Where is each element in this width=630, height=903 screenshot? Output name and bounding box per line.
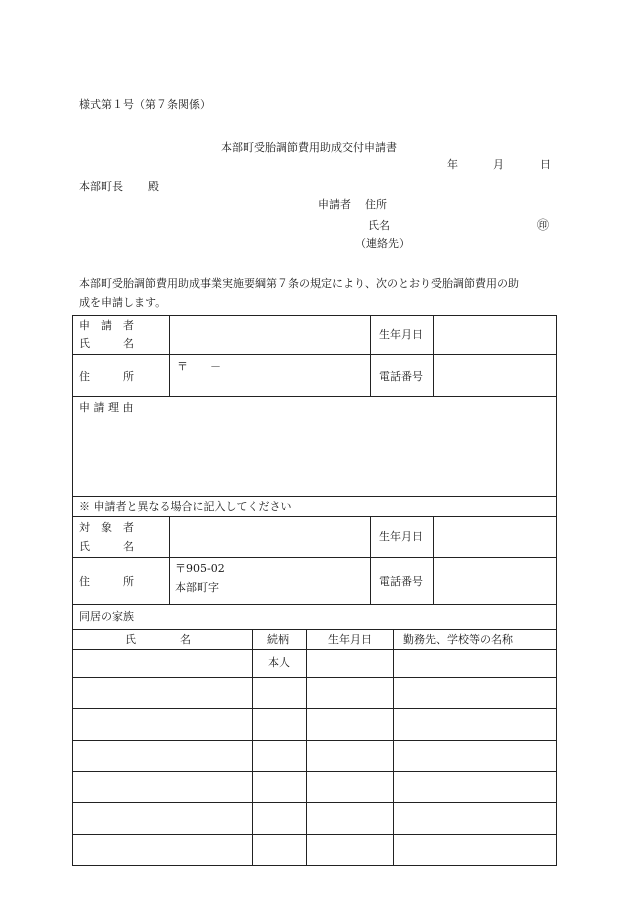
addressee-name: 本部町長 — [79, 180, 123, 193]
subject-name-label-top: 対 象 者 — [79, 521, 134, 534]
statement-line-2: 成を申請します。 — [79, 296, 167, 309]
subject-address-label: 住 所 — [79, 575, 134, 588]
date-day-label: 日 — [540, 158, 551, 171]
family-table — [72, 630, 557, 866]
subject-phone-label: 電話番号 — [379, 575, 423, 588]
applicant-name-label-top: 申 請 者 — [79, 319, 134, 332]
family-row-1-relation: 本人 — [268, 656, 290, 669]
family-title: 同居の家族 — [79, 610, 134, 623]
form-number: 様式第１号（第７条関係） — [79, 98, 211, 111]
applicant-role-label: 申請者 — [318, 198, 351, 211]
subject-address-line-2[interactable]: 本部町字 — [175, 581, 219, 594]
family-header-workplace: 勤務先、学校等の名称 — [403, 633, 513, 646]
subject-name-label-bottom: 氏 名 — [79, 540, 134, 553]
date-month-label: 月 — [493, 158, 504, 171]
applicant-address-field[interactable]: 〒 － — [177, 360, 221, 373]
form-title: 本部町受胎調節費用助成交付申請書 — [221, 141, 397, 154]
family-header-birth: 生年月日 — [328, 633, 372, 646]
applicant-birth-label: 生年月日 — [379, 328, 423, 341]
applicant-address-label: 住所 — [365, 198, 387, 211]
applicant-name-label: 氏名 — [368, 219, 390, 232]
subject-address-line-1[interactable]: 〒905-02 — [175, 562, 225, 575]
family-header-relation: 続柄 — [267, 633, 289, 646]
addressee-honorific: 殿 — [148, 180, 159, 193]
applicant-name-label-bottom: 氏 名 — [79, 337, 134, 350]
statement-line-1: 本部町受胎調節費用助成事業実施要綱第７条の規定により、次のとおり受胎調節費用の助 — [79, 277, 519, 290]
subject-note: ※ 申請者と異なる場合に記入してください — [79, 500, 292, 513]
applicant-address-label-cell: 住 所 — [79, 370, 134, 383]
date-year-label: 年 — [447, 158, 458, 171]
contact-label: （連絡先） — [355, 237, 410, 250]
applicant-reason-field[interactable] — [79, 420, 549, 490]
subject-birth-label: 生年月日 — [379, 530, 423, 543]
seal-mark: ㊞ — [537, 218, 550, 232]
family-header-name: 氏 名 — [125, 633, 191, 646]
applicant-reason-label: 申 請 理 由 — [79, 401, 134, 414]
applicant-phone-label: 電話番号 — [379, 370, 423, 383]
